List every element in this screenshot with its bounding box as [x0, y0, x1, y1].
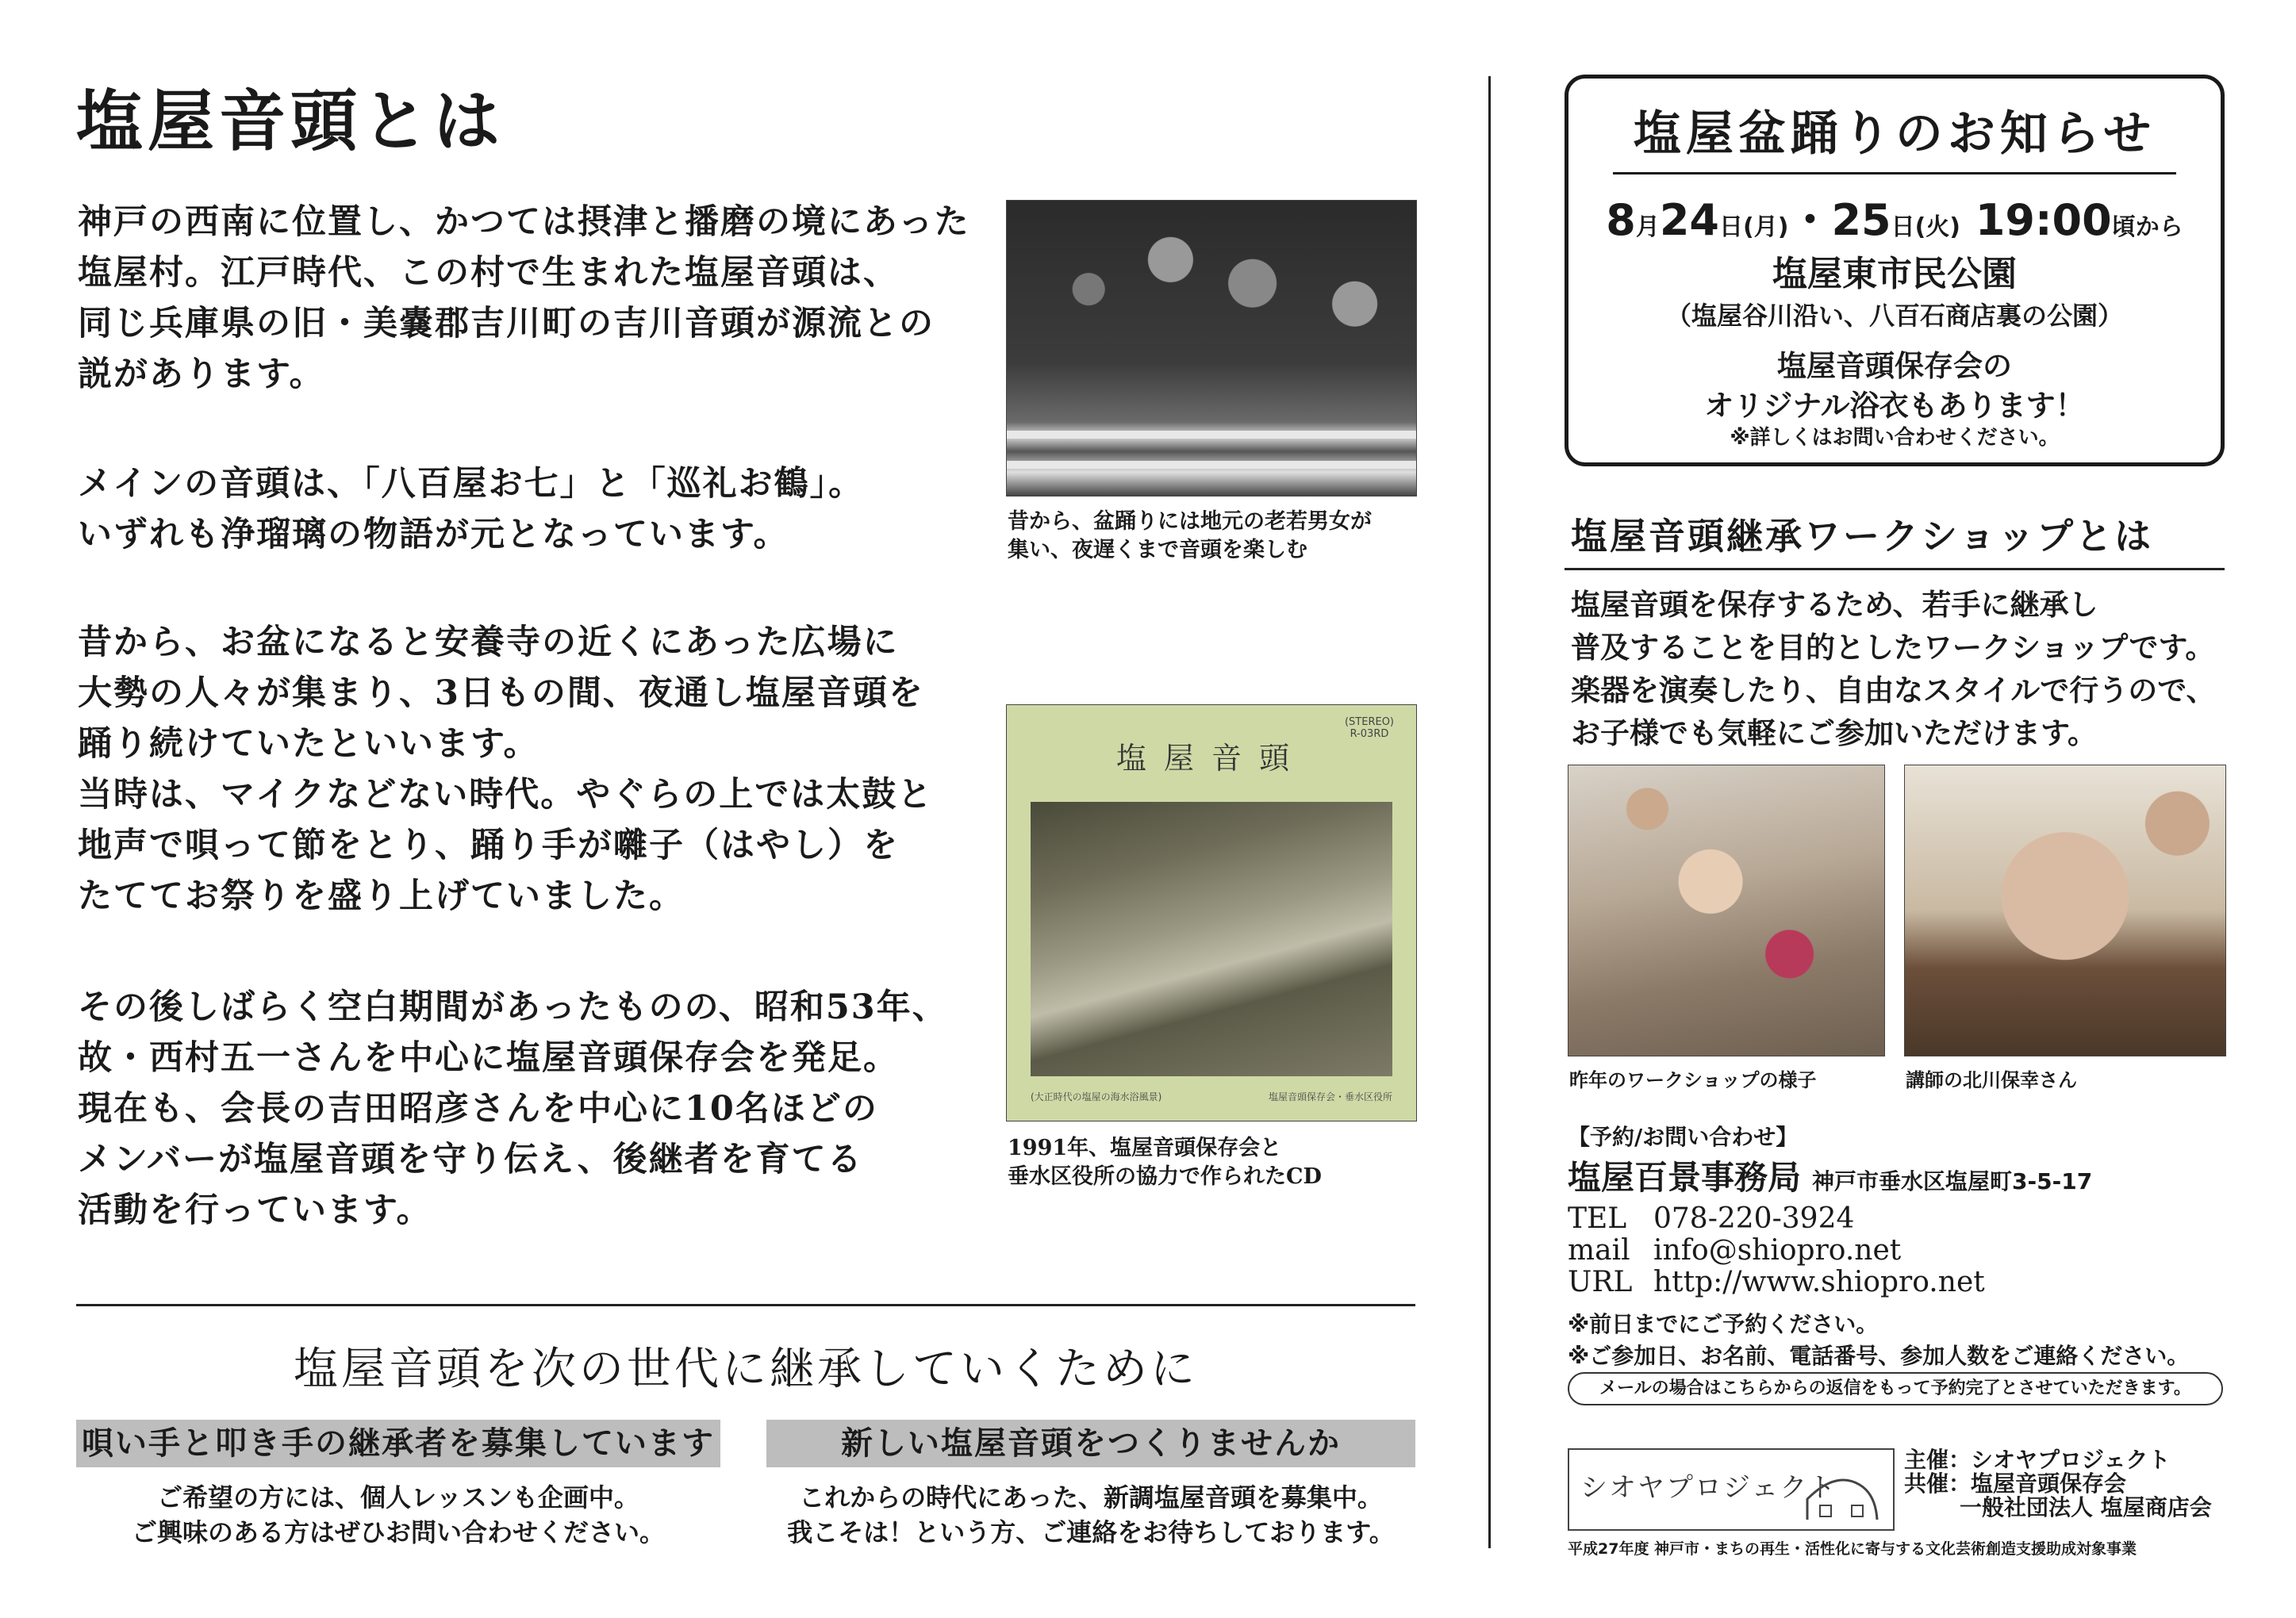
cd-footer-right: 塩屋音頭保存会・垂水区役所: [1268, 1091, 1392, 1102]
cd-beach-photo: [1031, 802, 1392, 1076]
text-line: 現在も、会長の吉田昭彦さんを中心に10名ほどの: [78, 1089, 878, 1129]
notice-place: 塩屋東市民公園: [1772, 254, 2017, 294]
recruit-banner: 唄い手と叩き手の継承者を募集しています: [76, 1420, 720, 1467]
cd-footer-left: (大正時代の塩屋の海水浴風景): [1031, 1091, 1162, 1102]
text-line: 塩屋村。江戸時代、この村で生まれた塩屋音頭は、: [78, 253, 899, 293]
text-line: 同じ兵庫県の旧・美嚢郡吉川町の吉川音頭が源流との: [78, 304, 935, 343]
cd-stereo-label: (STEREO) R-03RD: [1344, 716, 1394, 740]
contact-url[interactable]: URL http://www.shiopro.net: [1568, 1266, 1985, 1298]
logo-text: シオヤプロジェクト: [1580, 1472, 1837, 1504]
workshop-description: 塩屋音頭を保存するため、若手に継承し 普及することを目的としたワークショップです。 楽器を演奏したり、自由なスタイルで行うので、 お子様でも気軽にご参加いただけます。: [1571, 588, 2216, 750]
notice-title: 塩屋盆踊りのお知らせ: [1613, 96, 2176, 174]
workshop-rule: [1565, 568, 2225, 570]
text-line: たててお祭りを盛り上げていました。: [78, 876, 685, 916]
contact-mail[interactable]: mail info@shiopro.net: [1568, 1234, 1902, 1267]
workshop-photo-caption: 昨年のワークショップの様子: [1569, 1069, 1817, 1091]
text-line: 大勢の人々が集まり、3日もの間、夜通し塩屋音頭を: [78, 673, 924, 713]
contact-address: 神戸市垂水区塩屋町3-5-17: [1812, 1168, 2093, 1194]
text-line: 地声で唄って節をとり、踊り手が囃子（はやし）を: [78, 826, 899, 865]
shioya-project-logo: [1568, 1448, 1895, 1531]
festival-photo: [1006, 200, 1417, 497]
text-line: 故・西村五一さんを中心に塩屋音頭保存会を発足。: [78, 1038, 899, 1078]
cd-caption: 1991年、塩屋音頭保存会と 垂水区役所の協力で作られたCD: [1008, 1136, 1322, 1189]
text-line: 踊り続けていたといいます。: [78, 724, 539, 764]
contact-heading: 【予約/お問い合わせ】: [1568, 1124, 1799, 1150]
notice-yukata: 塩屋音頭保存会の オリジナル浴衣もあります！: [1704, 349, 2085, 423]
reservation-note-2: ※ご参加日、お名前、電話番号、参加人数をご連絡ください。: [1568, 1343, 2190, 1369]
organizer: 主催：シオヤプロジェクト: [1904, 1447, 2171, 1473]
funding-note: 平成27年度 神戸市・まちの再生・活性化に寄与する文化芸術創造支援助成対象事業: [1568, 1540, 2137, 1558]
teacher-photo-caption: 講師の北川保幸さん: [1906, 1069, 2077, 1091]
text-line: 当時は、マイクなどない時代。やぐらの上では太鼓と: [78, 775, 934, 815]
text-line: 神戸の西南に位置し、かつては摂津と播磨の境にあった: [78, 202, 970, 242]
cd-title: 塩屋音頭: [1115, 741, 1307, 776]
text-line: 説があります。: [78, 355, 325, 394]
text-line: いずれも浄瑠璃の物語が元となっています。: [78, 515, 789, 554]
intro-paragraph-1: [78, 197, 970, 400]
festival-photo-caption: 昔から、盆踊りには地元の老若男女が 集い、夜遅くまで音頭を楽しむ: [1008, 509, 1372, 562]
intro-paragraph-3: [78, 617, 950, 922]
page-title: 塩屋音頭とは: [76, 82, 505, 160]
house-icon: [1804, 1467, 1880, 1523]
notice-date: 8月24日(月)・25日(火) 19:00頃から: [1606, 195, 2183, 245]
new-song-banner: 新しい塩屋音頭をつくりませんか: [766, 1420, 1415, 1467]
teacher-photo: [1904, 765, 2226, 1056]
cosponsor-2: 一般社団法人 塩屋商店会: [1960, 1494, 2212, 1520]
reservation-note-1: ※前日までにご予約ください。: [1568, 1311, 1879, 1337]
notice-place-note: （塩屋谷川沿い、八百石商店裏の公園）: [1665, 301, 2123, 331]
column-divider: [1488, 76, 1491, 1548]
new-song-text: これからの時代にあった、新調塩屋音頭を募集中。 我こそは！という方、ご連絡をお待ちしております。: [787, 1482, 1395, 1547]
bon-odori-notice-box: [1565, 75, 2225, 466]
text-line: メインの音頭は、「八百屋お七」と「巡礼お鶴」。: [78, 464, 865, 504]
cd-cover-image: [1006, 704, 1417, 1121]
workshop-heading: 塩屋音頭継承ワークショップとは: [1571, 515, 2154, 558]
workshop-photo: [1568, 765, 1885, 1056]
notice-note: ※詳しくはお問い合わせください。: [1730, 426, 2060, 450]
succession-heading: 塩屋音頭を次の世代に継承していくために: [294, 1344, 1198, 1395]
text-line: 昔から、お盆になると安養寺の近くにあった広場に: [78, 623, 899, 662]
text-line: メンバーが塩屋音頭を守り伝え、後継者を育てる: [78, 1140, 863, 1179]
recruit-text: ご希望の方には、個人レッスンも企画中。 ご興味のある方はぜひお問い合わせください。: [131, 1482, 665, 1547]
intro-paragraph-2: [78, 458, 950, 560]
text-line: その後しばらく空白期間があったものの、昭和53年、: [78, 987, 948, 1027]
contact-office: 塩屋百景事務局 神戸市垂水区塩屋町3-5-17: [1568, 1158, 2093, 1197]
mail-reservation-note: メールの場合はこちらからの返信をもって予約完了とさせていただきます。: [1568, 1372, 2223, 1405]
divider-line: [76, 1304, 1415, 1306]
cosponsor-1: 共催：塩屋音頭保存会: [1904, 1470, 2127, 1497]
contact-tel: TEL 078-220-3924: [1568, 1202, 1855, 1235]
intro-paragraph-4: [78, 982, 950, 1236]
text-line: 活動を行っています。: [78, 1190, 432, 1230]
